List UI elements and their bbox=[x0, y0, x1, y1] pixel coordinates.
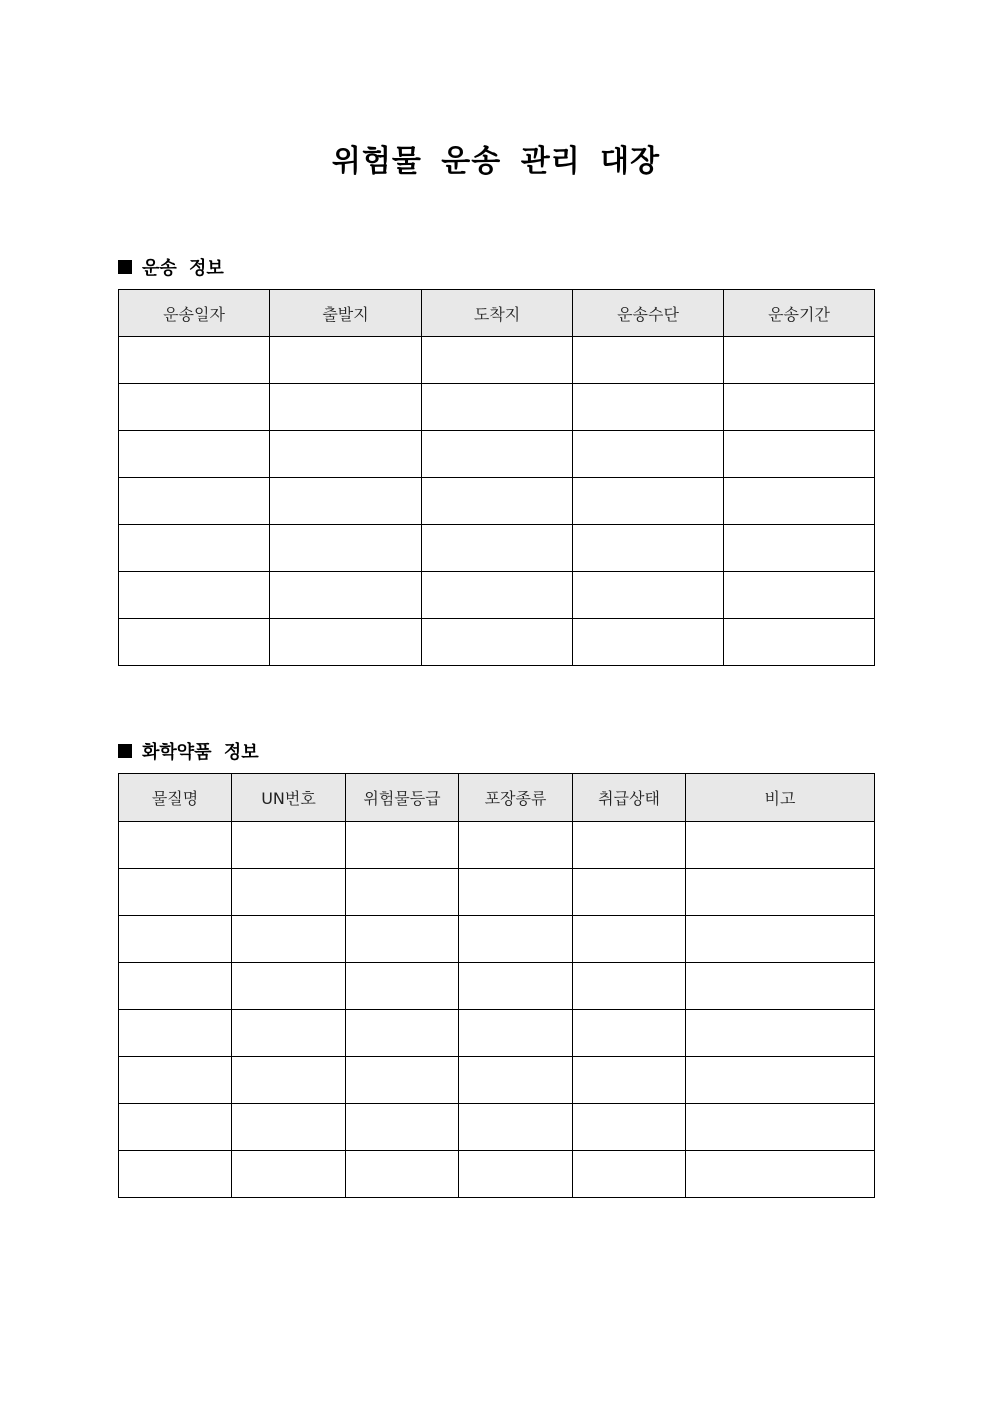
transport-header-row bbox=[119, 290, 875, 337]
column-header-date: 운송일자 bbox=[119, 290, 270, 337]
column-header-handling: 취급상태 bbox=[573, 774, 686, 822]
document-title: 위험물 운송 관리 대장 bbox=[331, 144, 661, 179]
transport-cell[interactable] bbox=[724, 431, 875, 478]
column-header-un-number: UN번호 bbox=[232, 774, 346, 822]
transport-cell[interactable] bbox=[270, 478, 422, 525]
square-bullet-icon bbox=[118, 744, 132, 758]
transport-cell[interactable] bbox=[422, 337, 573, 384]
chemical-cell[interactable] bbox=[119, 1151, 232, 1198]
transport-cell[interactable] bbox=[119, 431, 270, 478]
column-header-origin: 출발지 bbox=[270, 290, 422, 337]
transport-cell[interactable] bbox=[119, 337, 270, 384]
transport-cell[interactable] bbox=[573, 431, 724, 478]
table-row bbox=[119, 1104, 875, 1151]
transport-cell[interactable] bbox=[270, 525, 422, 572]
chemical-cell[interactable] bbox=[686, 1057, 875, 1104]
chemical-cell[interactable] bbox=[346, 1010, 459, 1057]
chemical-cell[interactable] bbox=[573, 1104, 686, 1151]
chemical-heading-text: 화학약품 정보 bbox=[142, 742, 259, 763]
transport-cell[interactable] bbox=[724, 525, 875, 572]
transport-heading-text: 운송 정보 bbox=[142, 258, 224, 279]
transport-cell[interactable] bbox=[422, 431, 573, 478]
chemical-cell[interactable] bbox=[119, 963, 232, 1010]
transport-cell[interactable] bbox=[573, 384, 724, 431]
transport-cell[interactable] bbox=[422, 619, 573, 666]
table-row bbox=[119, 916, 875, 963]
chemical-cell[interactable] bbox=[346, 1104, 459, 1151]
chemical-cell[interactable] bbox=[573, 916, 686, 963]
table-row bbox=[119, 619, 875, 666]
chemical-cell[interactable] bbox=[119, 1010, 232, 1057]
chemical-table bbox=[118, 773, 875, 1198]
transport-cell[interactable] bbox=[724, 478, 875, 525]
transport-cell[interactable] bbox=[422, 572, 573, 619]
table-row bbox=[119, 869, 875, 916]
chemical-cell[interactable] bbox=[459, 822, 573, 869]
chemical-cell[interactable] bbox=[686, 1151, 875, 1198]
chemical-cell[interactable] bbox=[686, 1010, 875, 1057]
transport-cell[interactable] bbox=[724, 619, 875, 666]
chemical-cell[interactable] bbox=[686, 916, 875, 963]
chemical-cell[interactable] bbox=[346, 822, 459, 869]
chemical-cell[interactable] bbox=[119, 1104, 232, 1151]
table-row bbox=[119, 384, 875, 431]
chemical-cell[interactable] bbox=[119, 822, 232, 869]
chemical-cell[interactable] bbox=[232, 869, 346, 916]
chemical-cell[interactable] bbox=[119, 1057, 232, 1104]
chemical-header-row bbox=[119, 774, 875, 822]
transport-cell[interactable] bbox=[422, 384, 573, 431]
chemical-cell[interactable] bbox=[346, 963, 459, 1010]
chemical-cell[interactable] bbox=[573, 1010, 686, 1057]
transport-cell[interactable] bbox=[573, 337, 724, 384]
square-bullet-icon bbox=[118, 260, 132, 274]
transport-cell[interactable] bbox=[422, 525, 573, 572]
chemical-cell[interactable] bbox=[573, 963, 686, 1010]
chemical-cell[interactable] bbox=[459, 1010, 573, 1057]
transport-cell[interactable] bbox=[573, 572, 724, 619]
chemical-cell[interactable] bbox=[232, 1010, 346, 1057]
chemical-cell[interactable] bbox=[573, 822, 686, 869]
table-row bbox=[119, 431, 875, 478]
chemical-cell[interactable] bbox=[573, 869, 686, 916]
chemical-cell[interactable] bbox=[346, 1151, 459, 1198]
table-row bbox=[119, 337, 875, 384]
chemical-cell[interactable] bbox=[232, 1057, 346, 1104]
chemical-cell[interactable] bbox=[573, 1151, 686, 1198]
chemical-cell[interactable] bbox=[232, 963, 346, 1010]
chemical-cell[interactable] bbox=[459, 869, 573, 916]
table-row bbox=[119, 525, 875, 572]
transport-cell[interactable] bbox=[119, 478, 270, 525]
chemical-cell[interactable] bbox=[459, 1104, 573, 1151]
chemical-cell[interactable] bbox=[119, 869, 232, 916]
transport-table bbox=[118, 289, 875, 666]
transport-cell[interactable] bbox=[270, 572, 422, 619]
column-header-hazard-class: 위험물등급 bbox=[346, 774, 459, 822]
chemical-cell[interactable] bbox=[119, 916, 232, 963]
transport-cell[interactable] bbox=[119, 619, 270, 666]
table-row bbox=[119, 1010, 875, 1057]
chemical-cell[interactable] bbox=[573, 1057, 686, 1104]
chemical-cell[interactable] bbox=[686, 869, 875, 916]
chemical-cell[interactable] bbox=[232, 1104, 346, 1151]
column-header-vehicle: 운송수단 bbox=[573, 290, 724, 337]
transport-cell[interactable] bbox=[270, 337, 422, 384]
chemical-cell[interactable] bbox=[346, 1057, 459, 1104]
chemical-cell[interactable] bbox=[459, 1151, 573, 1198]
chemical-cell[interactable] bbox=[686, 1104, 875, 1151]
chemical-cell[interactable] bbox=[232, 916, 346, 963]
table-row bbox=[119, 572, 875, 619]
chemical-section-heading bbox=[118, 738, 259, 764]
transport-cell[interactable] bbox=[724, 384, 875, 431]
transport-cell[interactable] bbox=[422, 478, 573, 525]
chemical-cell[interactable] bbox=[232, 1151, 346, 1198]
chemical-cell[interactable] bbox=[459, 1057, 573, 1104]
transport-cell[interactable] bbox=[119, 525, 270, 572]
chemical-cell[interactable] bbox=[346, 869, 459, 916]
column-header-destination: 도착지 bbox=[422, 290, 573, 337]
chemical-cell[interactable] bbox=[686, 822, 875, 869]
transport-section-heading bbox=[118, 254, 224, 280]
chemical-cell[interactable] bbox=[459, 963, 573, 1010]
table-row bbox=[119, 963, 875, 1010]
column-header-duration: 운송기간 bbox=[724, 290, 875, 337]
transport-cell[interactable] bbox=[573, 525, 724, 572]
chemical-cell[interactable] bbox=[459, 916, 573, 963]
transport-cell[interactable] bbox=[270, 384, 422, 431]
column-header-substance: 물질명 bbox=[119, 774, 232, 822]
table-row bbox=[119, 822, 875, 869]
chemical-cell[interactable] bbox=[232, 822, 346, 869]
column-header-packaging: 포장종류 bbox=[459, 774, 573, 822]
table-row bbox=[119, 1057, 875, 1104]
transport-cell[interactable] bbox=[724, 337, 875, 384]
transport-cell[interactable] bbox=[119, 572, 270, 619]
table-row bbox=[119, 478, 875, 525]
column-header-remarks: 비고 bbox=[686, 774, 875, 822]
chemical-cell[interactable] bbox=[686, 963, 875, 1010]
transport-cell[interactable] bbox=[573, 619, 724, 666]
chemical-cell[interactable] bbox=[346, 916, 459, 963]
transport-cell[interactable] bbox=[573, 478, 724, 525]
transport-cell[interactable] bbox=[270, 431, 422, 478]
transport-cell[interactable] bbox=[270, 619, 422, 666]
transport-cell[interactable] bbox=[724, 572, 875, 619]
table-row bbox=[119, 1151, 875, 1198]
transport-cell[interactable] bbox=[119, 384, 270, 431]
